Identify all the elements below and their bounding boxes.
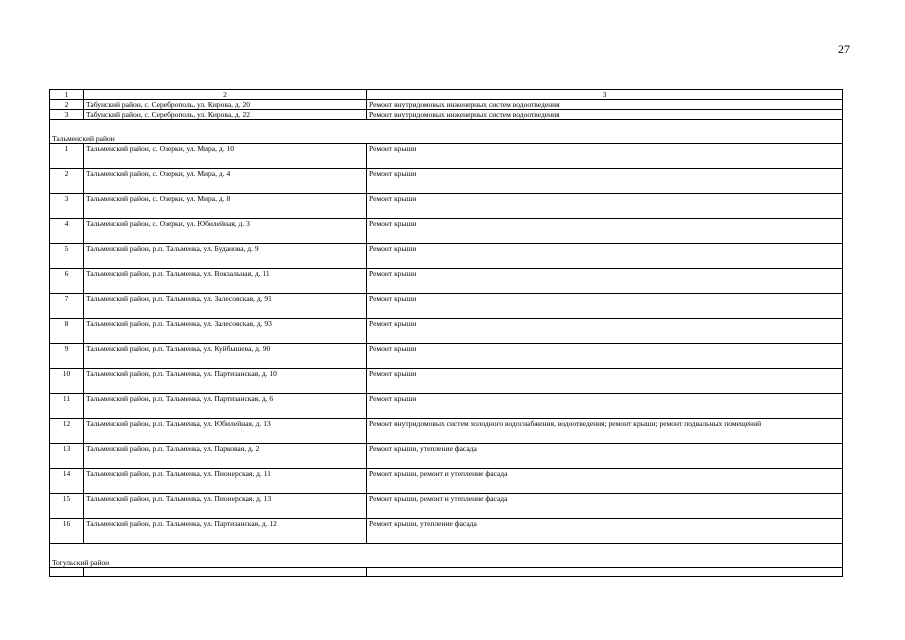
row-address: Тальменский район, р.п. Тальменка, ул. Партизанская, д. 12: [84, 519, 367, 544]
row-address: Тальменский район, р.п. Тальменка, ул. Партизанская, д. 10: [84, 369, 367, 394]
row-work: Ремонт внутридомовых инженерных систем водоотведения: [367, 100, 843, 110]
row-number: 12: [50, 419, 84, 444]
table-row: [50, 469, 843, 494]
table-row: [50, 419, 843, 444]
header-col-3: 3: [367, 90, 843, 100]
row-work: Ремонт крыши: [367, 344, 843, 369]
row-work: Ремонт крыши, ремонт и утепление фасада: [367, 469, 843, 494]
table-row: [50, 344, 843, 369]
row-number: 2: [50, 100, 84, 110]
row-work: Ремонт крыши: [367, 144, 843, 169]
table-row: [50, 319, 843, 344]
header-col-2: 2: [84, 90, 367, 100]
row-address: Табунский район, с. Сереброполь, ул. Кирова, д. 20: [84, 100, 367, 110]
table-row-empty: [50, 568, 843, 577]
row-work: Ремонт крыши: [367, 219, 843, 244]
talmenskiy-rows: [50, 144, 843, 544]
table-row: [50, 219, 843, 244]
row-number: [50, 568, 84, 577]
row-work: Ремонт крыши, ремонт и утепление фасада: [367, 494, 843, 519]
row-work: Ремонт крыши: [367, 194, 843, 219]
repair-table: [49, 89, 843, 577]
row-number: 9: [50, 344, 84, 369]
row-number: 14: [50, 469, 84, 494]
table-row: [50, 294, 843, 319]
row-number: 16: [50, 519, 84, 544]
table-row: [50, 369, 843, 394]
row-work: Ремонт крыши: [367, 169, 843, 194]
table-row: [50, 269, 843, 294]
row-address: Тальменский район, р.п. Тальменка, ул. Куйбышева, д. 90: [84, 344, 367, 369]
row-number: 8: [50, 319, 84, 344]
table-row: [50, 519, 843, 544]
table-row: [50, 444, 843, 469]
row-number: 3: [50, 110, 84, 120]
row-work: Ремонт крыши: [367, 369, 843, 394]
table-row: [50, 244, 843, 269]
table-row: [50, 169, 843, 194]
table-row: [50, 394, 843, 419]
row-number: 11: [50, 394, 84, 419]
page-number: 27: [838, 42, 850, 56]
row-number: 3: [50, 194, 84, 219]
row-work: Ремонт крыши: [367, 294, 843, 319]
section-row-togulskiy: [50, 544, 843, 568]
table-row: [50, 110, 843, 120]
row-work: Ремонт крыши: [367, 244, 843, 269]
row-address: Тальменский район, р.п. Тальменка, ул. Залесовская, д. 93: [84, 319, 367, 344]
row-work: Ремонт внутридомовых систем холодного водоснабжения, водоотведения; ремонт крыши; ремонт подвальных помещений: [367, 419, 843, 444]
row-work: Ремонт крыши: [367, 319, 843, 344]
row-work: [367, 568, 843, 577]
row-number: 13: [50, 444, 84, 469]
row-work: Ремонт внутридомовых инженерных систем водоотведения: [367, 110, 843, 120]
row-number: 10: [50, 369, 84, 394]
row-address: Тальменский район, с. Озерки, ул. Мира, д. 10: [84, 144, 367, 169]
row-number: 5: [50, 244, 84, 269]
row-work: Ремонт крыши, утепление фасада: [367, 444, 843, 469]
row-address: Тальменский район, р.п. Тальменка, ул. Вокзальная, д. 11: [84, 269, 367, 294]
row-address: Тальменский район, р.п. Тальменка, ул. Партизанская, д. 6: [84, 394, 367, 419]
row-work: Ремонт крыши: [367, 269, 843, 294]
table-row: [50, 494, 843, 519]
row-number: 15: [50, 494, 84, 519]
row-number: 6: [50, 269, 84, 294]
table-row: [50, 144, 843, 169]
row-address: Тальменский район, с. Озерки, ул. Мира, д. 8: [84, 194, 367, 219]
row-work: Ремонт крыши: [367, 394, 843, 419]
table-header-row: [50, 90, 843, 100]
row-address: Тальменский район, с. Озерки, ул. Мира, д. 4: [84, 169, 367, 194]
row-address: Тальменский район, р.п. Тальменка, ул. Пионерская, д. 13: [84, 494, 367, 519]
section-row-talmenskiy: [50, 120, 843, 144]
row-number: 2: [50, 169, 84, 194]
table-row: [50, 194, 843, 219]
row-address: Тальменский район, р.п. Тальменка, ул. Залесовская, д. 91: [84, 294, 367, 319]
row-number: 1: [50, 144, 84, 169]
row-number: 7: [50, 294, 84, 319]
row-address: Тальменский район, с. Озерки, ул. Юбилейная, д. 3: [84, 219, 367, 244]
row-number: 4: [50, 219, 84, 244]
row-address: Табунский район, с. Сереброполь, ул. Кирова, д. 22: [84, 110, 367, 120]
row-address: Тальменский район, р.п. Тальменка, ул. Парковая, д. 2: [84, 444, 367, 469]
section-title: Тогульский район: [50, 544, 843, 568]
row-address: Тальменский район, р.п. Тальменка, ул. Буданова, д. 9: [84, 244, 367, 269]
section-title: Тальменский район: [50, 120, 843, 144]
row-work: Ремонт крыши, утепление фасада: [367, 519, 843, 544]
table-row: [50, 100, 843, 110]
header-col-1: 1: [50, 90, 84, 100]
row-address: Тальменский район, р.п. Тальменка, ул. Юбилейная, д. 13: [84, 419, 367, 444]
row-address: Тальменский район, р.п. Тальменка, ул. Пионерская, д. 11: [84, 469, 367, 494]
row-address: [84, 568, 367, 577]
